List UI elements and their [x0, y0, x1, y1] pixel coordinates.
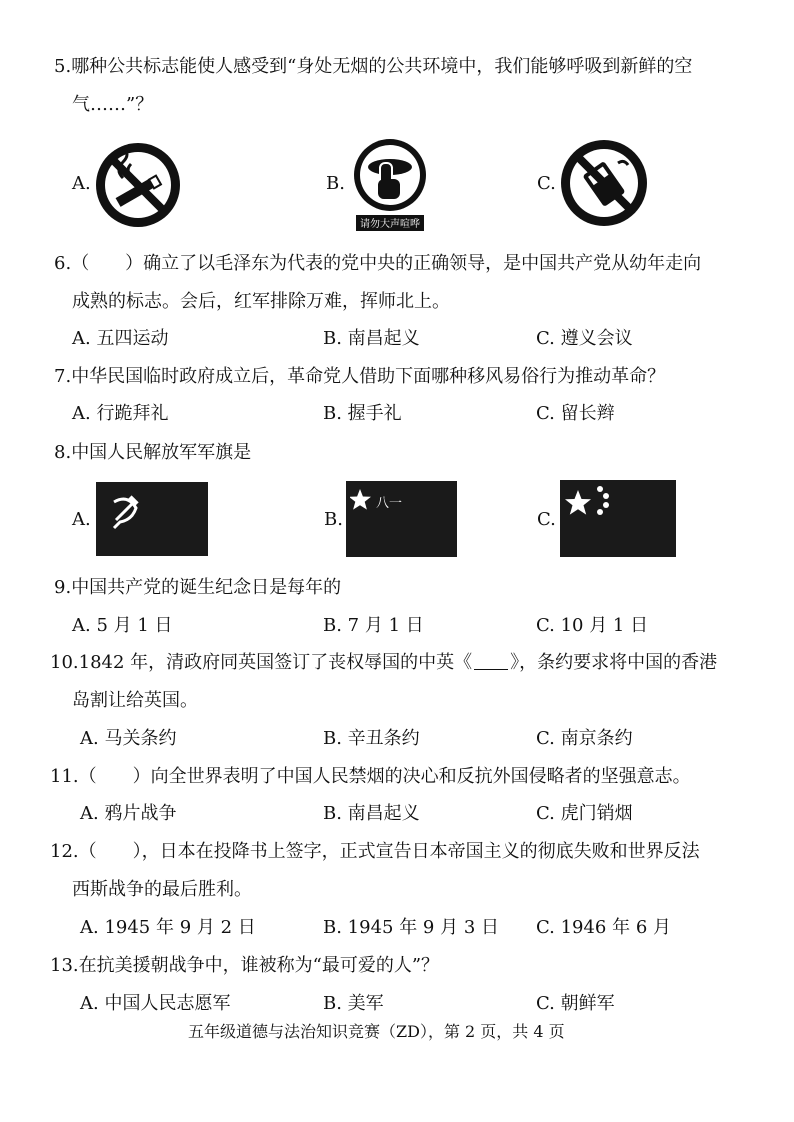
option-c-letter: C.	[537, 509, 556, 530]
question-12-line-1	[50, 840, 700, 864]
option-a-letter: A.	[72, 173, 91, 194]
option-a: A. 中国人民志愿军	[80, 993, 231, 1014]
army-flag-text: 八一	[376, 496, 403, 511]
question-number: 9.	[54, 577, 72, 598]
question-number: 7.	[54, 366, 72, 387]
question-number: 6.	[54, 253, 72, 274]
question-number: 5.	[54, 56, 72, 77]
question-number: 10.	[50, 652, 79, 673]
option-b: B. 辛丑条约	[323, 728, 420, 749]
option-b-letter: B.	[324, 509, 343, 530]
option-a: A. 1945 年 9 月 2 日	[80, 917, 256, 938]
option-b: B. 握手礼	[323, 403, 402, 424]
question-5-line-1	[54, 55, 692, 79]
question-text: 哪种公共标志能使人感受到“身处无烟的公共环境中，我们能够呼吸到新鲜的空	[71, 56, 693, 77]
national-flag-icon	[560, 480, 676, 557]
option-b-letter: B.	[326, 173, 345, 194]
option-c: C. 留长辫	[536, 403, 615, 424]
question-7-line-1	[54, 365, 665, 389]
question-text: 成熟的标志。会后，红军排除万难，挥师北上。	[72, 291, 450, 312]
party-flag-icon	[96, 482, 208, 556]
question-8-line-1	[54, 441, 251, 465]
question-text: （ ）确立了以毛泽东为代表的党中央的正确领导，是中国共产党从幼年走向	[71, 253, 702, 274]
question-number: 8.	[54, 442, 72, 463]
option-a: A. 马关条约	[80, 728, 177, 749]
no-smoking-sign-icon	[93, 140, 183, 230]
keep-quiet-caption: 请勿大声喧哗	[360, 219, 420, 230]
option-a-letter: A.	[72, 509, 91, 530]
option-b: B. 南昌起义	[323, 803, 420, 824]
question-text: 中华民国临时政府成立后，革命党人借助下面哪种移风易俗行为推动革命？	[71, 366, 666, 387]
question-10-line-2	[72, 689, 198, 713]
option-b: B. 1945 年 9 月 3 日	[323, 917, 499, 938]
question-text: 西斯战争的最后胜利。	[72, 879, 252, 900]
question-text: 岛割让给英国。	[72, 690, 198, 711]
option-b: B. 7 月 1 日	[323, 615, 424, 636]
option-c: C. 1946 年 6 月	[536, 917, 671, 938]
question-text: 中国人民解放军军旗是	[71, 442, 252, 463]
question-text: 气……”？	[72, 94, 154, 115]
option-a: A. 5 月 1 日	[72, 615, 173, 636]
question-text: （ ），日本在投降书上签字，正式宣告日本帝国主义的彻底失败和世界反法	[78, 841, 700, 862]
army-flag-icon	[346, 481, 457, 557]
option-a: A. 行跪拜礼	[72, 403, 169, 424]
answer-blank[interactable]	[474, 653, 508, 670]
option-c: C. 10 月 1 日	[536, 615, 649, 636]
question-13-line-1	[50, 954, 439, 978]
option-c: C. 南京条约	[536, 728, 633, 749]
question-text: 1842 年，清政府同英国签订了丧权辱国的中英《	[78, 652, 473, 673]
question-11-line-1	[50, 765, 691, 789]
question-12-line-2	[72, 878, 252, 902]
page-footer: 五年级道德与法治知识竞赛（ZD），第 2 页，共 4 页	[188, 1022, 565, 1041]
question-text: 在抗美援朝战争中，谁被称为“最可爱的人”？	[78, 955, 440, 976]
no-phone-sign-icon	[558, 137, 650, 229]
question-text: 中国共产党的诞生纪念日是每年的	[71, 577, 342, 598]
option-c-letter: C.	[537, 173, 556, 194]
question-10-line-1	[50, 651, 717, 675]
question-6-line-1	[54, 252, 701, 276]
question-number: 13.	[50, 955, 79, 976]
question-5-line-2	[72, 93, 153, 117]
question-number: 12.	[50, 841, 79, 862]
question-number: 11.	[50, 766, 79, 787]
question-9-line-1	[54, 576, 341, 600]
option-c: C. 虎门销烟	[536, 803, 633, 824]
option-b: B. 南昌起义	[323, 328, 420, 349]
option-c: C. 遵义会议	[536, 328, 633, 349]
option-a: A. 五四运动	[72, 328, 169, 349]
option-c: C. 朝鲜军	[536, 993, 615, 1014]
question-text: 》，条约要求将中国的香港	[510, 652, 718, 673]
question-6-line-2	[72, 290, 450, 314]
question-text: （ ）向全世界表明了中国人民禁烟的决心和反抗外国侵略者的坚强意志。	[78, 766, 691, 787]
option-a: A. 鸦片战争	[80, 803, 177, 824]
option-b: B. 美军	[323, 993, 384, 1014]
keep-quiet-sign-icon	[350, 137, 430, 233]
